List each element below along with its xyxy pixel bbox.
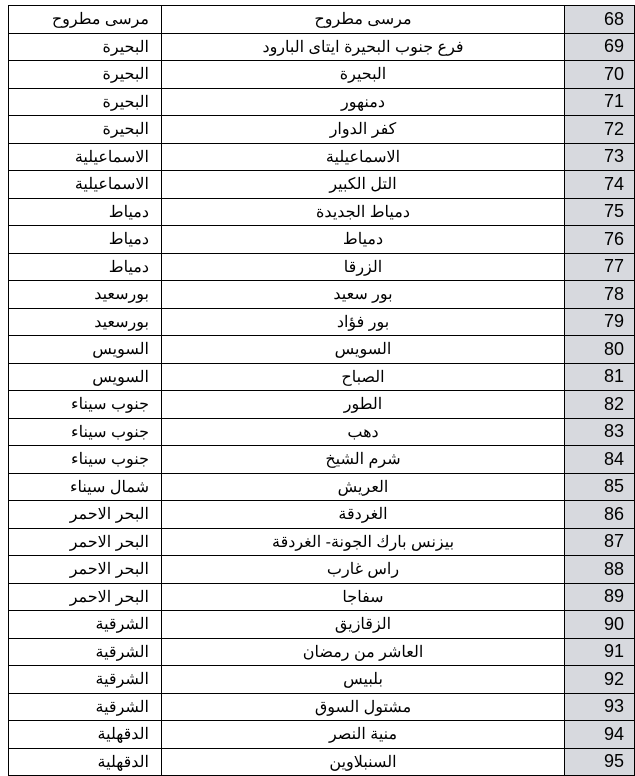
governorate-cell[interactable]: الدقهلية <box>9 748 162 776</box>
governorate-cell[interactable]: البحيرة <box>9 61 162 89</box>
table-row <box>9 88 635 116</box>
branch-name-cell[interactable]: دهب <box>162 418 565 446</box>
table-row <box>9 253 635 281</box>
table-row <box>9 116 635 144</box>
governorate-cell[interactable]: جنوب سيناء <box>9 391 162 419</box>
governorate-cell[interactable]: الشرقية <box>9 666 162 694</box>
table-row <box>9 528 635 556</box>
branch-name-cell[interactable]: العريش <box>162 473 565 501</box>
table-row <box>9 583 635 611</box>
table-row <box>9 556 635 584</box>
table-row <box>9 198 635 226</box>
branch-name-cell[interactable]: بيزنس بارك الجونة- الغردقة <box>162 528 565 556</box>
table-row <box>9 418 635 446</box>
branch-name-cell[interactable]: راس غارب <box>162 556 565 584</box>
table-row <box>9 611 635 639</box>
branch-name-cell[interactable]: دمنهور <box>162 88 565 116</box>
row-number-cell[interactable]: 89 <box>565 583 635 611</box>
table-row <box>9 638 635 666</box>
branch-name-cell[interactable]: التل الكبير <box>162 171 565 199</box>
branch-name-cell[interactable]: السنبلاوين <box>162 748 565 776</box>
branch-name-cell[interactable]: مرسى مطروح <box>162 6 565 34</box>
row-number-cell[interactable]: 78 <box>565 281 635 309</box>
governorate-cell[interactable]: دمياط <box>9 226 162 254</box>
branch-name-cell[interactable]: الاسماعيلية <box>162 143 565 171</box>
row-number-cell[interactable]: 86 <box>565 501 635 529</box>
table-row <box>9 308 635 336</box>
row-number-cell[interactable]: 91 <box>565 638 635 666</box>
row-number-cell[interactable]: 74 <box>565 171 635 199</box>
row-number-cell[interactable]: 68 <box>565 6 635 34</box>
row-number-cell[interactable]: 83 <box>565 418 635 446</box>
branches-table <box>8 5 635 776</box>
table-row <box>9 226 635 254</box>
governorate-cell[interactable]: الاسماعيلية <box>9 171 162 199</box>
governorate-cell[interactable]: البحيرة <box>9 33 162 61</box>
table-row <box>9 171 635 199</box>
branch-name-cell[interactable]: الغردقة <box>162 501 565 529</box>
governorate-cell[interactable]: الشرقية <box>9 638 162 666</box>
governorate-cell[interactable]: البحر الاحمر <box>9 528 162 556</box>
table-row <box>9 473 635 501</box>
table-row <box>9 501 635 529</box>
table-body <box>9 6 635 776</box>
table-row <box>9 6 635 34</box>
row-number-cell[interactable]: 92 <box>565 666 635 694</box>
governorate-cell[interactable]: دمياط <box>9 198 162 226</box>
governorate-cell[interactable]: بورسعيد <box>9 308 162 336</box>
branch-name-cell[interactable]: السويس <box>162 336 565 364</box>
branch-name-cell[interactable]: الطور <box>162 391 565 419</box>
branch-name-cell[interactable]: منية النصر <box>162 721 565 749</box>
row-number-cell[interactable]: 75 <box>565 198 635 226</box>
branch-name-cell[interactable]: كفر الدوار <box>162 116 565 144</box>
row-number-cell[interactable]: 84 <box>565 446 635 474</box>
governorate-cell[interactable]: السويس <box>9 363 162 391</box>
governorate-cell[interactable]: الدقهلية <box>9 721 162 749</box>
table-row <box>9 61 635 89</box>
governorate-cell[interactable]: مرسى مطروح <box>9 6 162 34</box>
branch-name-cell[interactable]: الزقازيق <box>162 611 565 639</box>
row-number-cell[interactable]: 90 <box>565 611 635 639</box>
branch-name-cell[interactable]: العاشر من رمضان <box>162 638 565 666</box>
governorate-cell[interactable]: الشرقية <box>9 611 162 639</box>
governorate-cell[interactable]: الاسماعيلية <box>9 143 162 171</box>
branch-name-cell[interactable]: البحيرة <box>162 61 565 89</box>
branch-name-cell[interactable]: دمياط الجديدة <box>162 198 565 226</box>
row-number-cell[interactable]: 81 <box>565 363 635 391</box>
row-number-cell[interactable]: 76 <box>565 226 635 254</box>
row-number-cell[interactable]: 82 <box>565 391 635 419</box>
governorate-cell[interactable]: البحر الاحمر <box>9 583 162 611</box>
row-number-cell[interactable]: 73 <box>565 143 635 171</box>
table-row <box>9 281 635 309</box>
governorate-cell[interactable]: السويس <box>9 336 162 364</box>
table-row <box>9 336 635 364</box>
governorate-cell[interactable]: جنوب سيناء <box>9 446 162 474</box>
branch-name-cell[interactable]: فرع جنوب البحيرة ايتاى البارود <box>162 33 565 61</box>
table-row <box>9 363 635 391</box>
governorate-cell[interactable]: شمال سيناء <box>9 473 162 501</box>
row-number-cell[interactable]: 93 <box>565 693 635 721</box>
table-row <box>9 693 635 721</box>
branch-name-cell[interactable]: الصباح <box>162 363 565 391</box>
governorate-cell[interactable]: الشرقية <box>9 693 162 721</box>
row-number-cell[interactable]: 80 <box>565 336 635 364</box>
row-number-cell[interactable]: 77 <box>565 253 635 281</box>
governorate-cell[interactable]: دمياط <box>9 253 162 281</box>
branch-name-cell[interactable]: بلبيس <box>162 666 565 694</box>
table-row <box>9 33 635 61</box>
governorate-cell[interactable]: البحر الاحمر <box>9 501 162 529</box>
table-row <box>9 446 635 474</box>
row-number-cell[interactable]: 72 <box>565 116 635 144</box>
branch-name-cell[interactable]: دمياط <box>162 226 565 254</box>
table-row <box>9 748 635 776</box>
row-number-cell[interactable]: 69 <box>565 33 635 61</box>
branch-name-cell[interactable]: بور فؤاد <box>162 308 565 336</box>
row-number-cell[interactable]: 71 <box>565 88 635 116</box>
row-number-cell[interactable]: 70 <box>565 61 635 89</box>
row-number-cell[interactable]: 85 <box>565 473 635 501</box>
branch-name-cell[interactable]: الزرقا <box>162 253 565 281</box>
branch-name-cell[interactable]: مشتول السوق <box>162 693 565 721</box>
table-row <box>9 666 635 694</box>
governorate-cell[interactable]: البحيرة <box>9 88 162 116</box>
branch-name-cell[interactable]: بور سعيد <box>162 281 565 309</box>
governorate-cell[interactable]: جنوب سيناء <box>9 418 162 446</box>
row-number-cell[interactable]: 87 <box>565 528 635 556</box>
table-row <box>9 143 635 171</box>
row-number-cell[interactable]: 95 <box>565 748 635 776</box>
branch-name-cell[interactable]: سفاجا <box>162 583 565 611</box>
row-number-cell[interactable]: 79 <box>565 308 635 336</box>
branch-name-cell[interactable]: شرم الشيخ <box>162 446 565 474</box>
row-number-cell[interactable]: 94 <box>565 721 635 749</box>
row-number-cell[interactable]: 88 <box>565 556 635 584</box>
governorate-cell[interactable]: بورسعيد <box>9 281 162 309</box>
table-row <box>9 721 635 749</box>
governorate-cell[interactable]: البحر الاحمر <box>9 556 162 584</box>
table-row <box>9 391 635 419</box>
governorate-cell[interactable]: البحيرة <box>9 116 162 144</box>
